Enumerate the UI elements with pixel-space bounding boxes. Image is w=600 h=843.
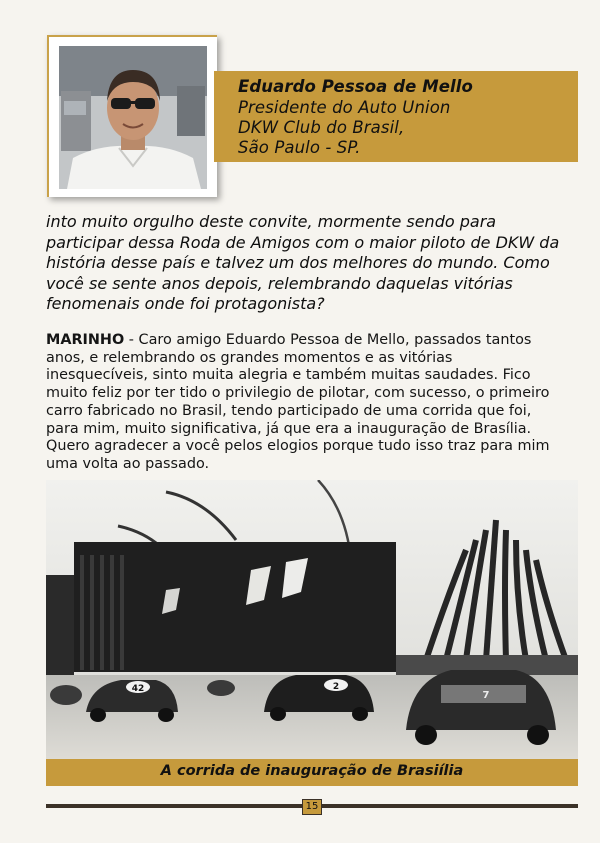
question-line: fenomenais onde foi protagonista? [46, 294, 325, 313]
photo-caption: A corrida de inauguração de Brasiília [160, 763, 464, 779]
answer-line: anos, e relembrando os grandes momentos e as vitórias [46, 349, 453, 366]
interviewee-title-line-3: São Paulo - SP. [238, 138, 361, 157]
question-line: você se sente anos depois, relembrando daquelas vitórias [46, 273, 513, 293]
question-line: into muito orgulho deste convite, mormente sendo para [46, 212, 497, 231]
answer-line: carro fabricado no Brasil, tendo participado de uma corrida que foi, [46, 402, 532, 419]
answer-line-first [46, 332, 561, 350]
portrait-photo [59, 46, 207, 189]
portrait-illustration [59, 46, 207, 189]
portrait-frame [47, 35, 217, 197]
interviewee-name-band [214, 71, 578, 162]
answer-line: - Caro amigo Eduardo Pessoa de Mello, passados tantos [124, 332, 532, 348]
page-number: 15 [302, 799, 322, 815]
answer-line: para mim, muito significativa, já que era a inauguração de Brasília. [46, 420, 532, 437]
interviewee-name: Eduardo Pessoa de Mello [238, 77, 473, 96]
car-number-7: 7 [482, 690, 490, 701]
answer-line: muito feliz por ter tido o privilegio de pilotar, com sucesso, o primeiro [46, 385, 550, 402]
race-photo [46, 480, 578, 760]
car-number-2: 2 [332, 682, 340, 692]
interview-answer [46, 332, 561, 474]
car-number-42: 42 [131, 684, 145, 694]
interview-question [46, 212, 561, 315]
answer-line: Quero agradecer a você pelos elogios porque tudo isso traz para mim [46, 438, 550, 455]
photo-caption-band [46, 759, 578, 786]
question-line: participar dessa Roda de Amigos com o maior piloto de DKW da [46, 232, 560, 252]
race-photo-illustration [46, 480, 578, 760]
answer-line: uma volta ao passado. [46, 455, 210, 472]
answer-speaker: MARINHO [46, 332, 125, 348]
answer-line: inesquecíveis, sinto muita alegria e também muitas saudades. Fico [46, 367, 531, 384]
interviewee-title-line-2: DKW Club do Brasil, [238, 118, 405, 137]
question-line: história desse país e talvez um dos melhores do mundo. Como [46, 253, 550, 272]
interviewee-title-line-1: Presidente do Auto Union [238, 98, 451, 117]
